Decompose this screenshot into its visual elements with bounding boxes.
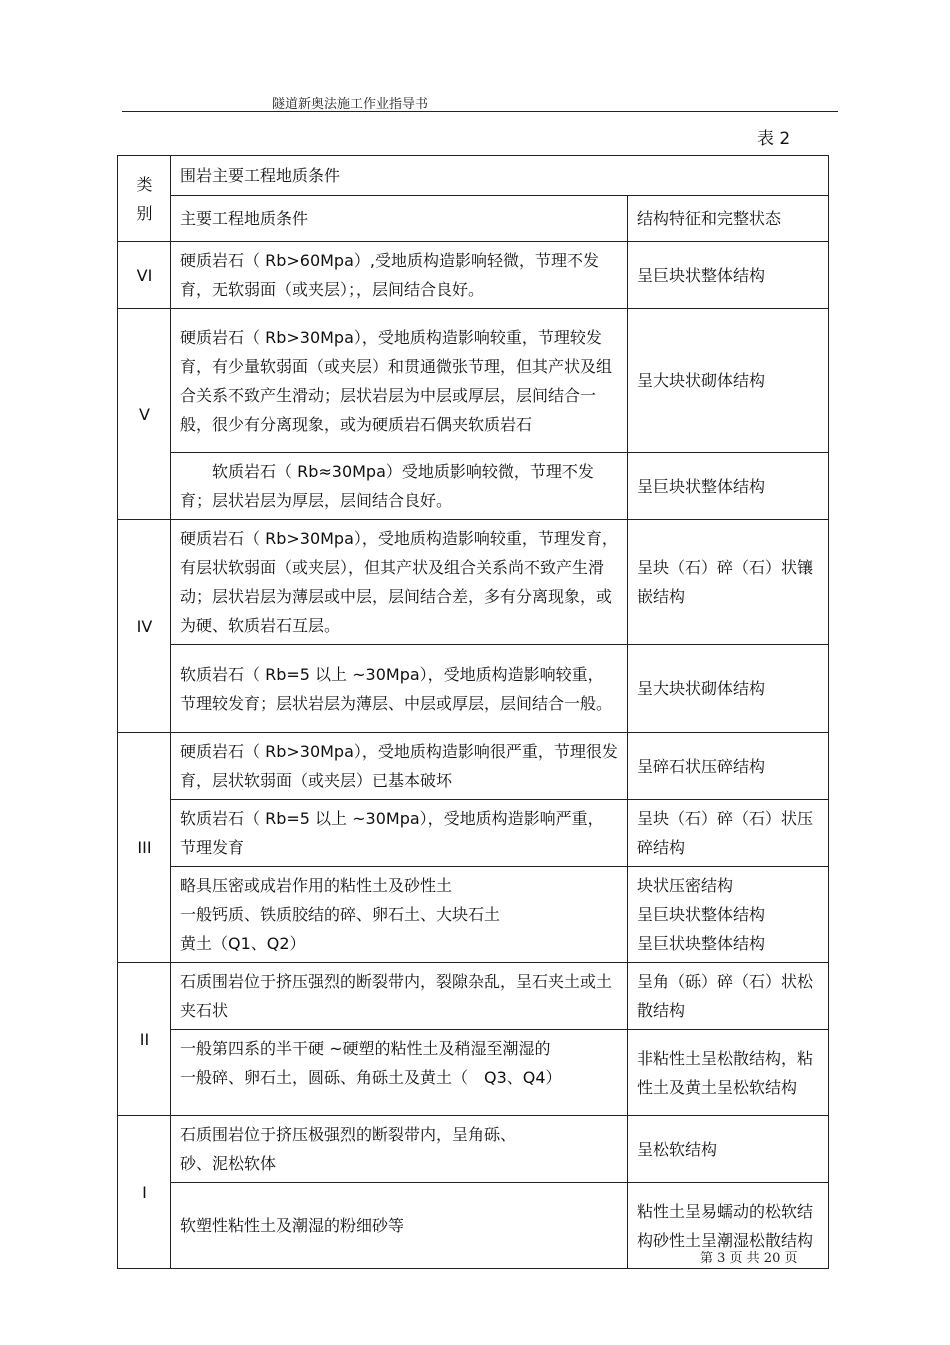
conditions-column-header: 主要工程地质条件 <box>171 196 628 242</box>
structure-cell: 呈碎石状压碎结构 <box>628 733 829 800</box>
conditions-cell: 石质围岩位于挤压极强烈的断裂带内，呈角砾、 砂、泥松软体 <box>171 1116 628 1183</box>
category-cell: II <box>118 963 171 1116</box>
table-row <box>118 800 829 867</box>
structure-cell: 非粘性土呈松散结构，粘性土及黄土呈松软结构 <box>628 1030 829 1116</box>
conditions-cell: 石质围岩位于挤压强烈的断裂带内，裂隙杂乱，呈石夹土或土夹石状 <box>171 963 628 1030</box>
structure-cell: 呈角（砾）碎（石）状松散结构 <box>628 963 829 1030</box>
structure-cell: 呈块（石）碎（石）状压碎结构 <box>628 800 829 867</box>
category-cell: V <box>118 309 171 520</box>
structure-cell: 呈大块状砌体结构 <box>628 645 829 733</box>
conditions-cell: 硬质岩石（ Rb>30Mpa），受地质构造影响较重，节理发育，有层状软弱面（或夹层），但其产状及组合关系尚不致产生滑动；层状岩层为薄层或中层，层间结合差，多有分离现象，或为硬、软质岩石互层。 <box>171 520 628 645</box>
table-row <box>118 963 829 1030</box>
category-cell: III <box>118 733 171 963</box>
header-rule <box>122 111 838 112</box>
rock-classification-table <box>117 155 829 1269</box>
category-cell: VI <box>118 242 171 309</box>
conditions-cell: 硬质岩石（ Rb>30Mpa），受地质构造影响很严重，节理很发育，层状软弱面（或夹层）已基本破坏 <box>171 733 628 800</box>
conditions-cell: 软塑性粘性土及潮湿的粉细砂等 <box>171 1183 628 1269</box>
category-cell: IV <box>118 520 171 733</box>
table-row <box>118 1030 829 1116</box>
table-number: 表 2 <box>757 129 791 149</box>
structure-cell: 呈块（石）碎（石）状镶嵌结构 <box>628 520 829 645</box>
table-row <box>118 733 829 800</box>
structure-cell: 呈大块状砌体结构 <box>628 309 829 453</box>
table-row <box>118 867 829 963</box>
document-title: 隧道新奥法施工作业指导书 <box>272 97 429 112</box>
structure-cell: 呈松软结构 <box>628 1116 829 1183</box>
conditions-cell: 硬质岩石（ Rb>30Mpa），受地质构造影响较重，节理较发育，有少量软弱面（或夹层）和贯通微张节理，但其产状及组合关系不致产生滑动；层状岩层为中层或厚层，层间结合一般，很少有分离现象，或为硬质岩石偶夹软质岩石 <box>171 309 628 453</box>
structure-column-header: 结构特征和完整状态 <box>628 196 829 242</box>
table-row <box>118 645 829 733</box>
structure-cell: 块状压密结构 呈巨块状整体结构 呈巨状块整体结构 <box>628 867 829 963</box>
structure-cell: 呈巨块状整体结构 <box>628 453 829 520</box>
category-header: 类 别 <box>118 156 171 242</box>
conditions-cell: 硬质岩石（ Rb>60Mpa）,受地质构造影响轻微，节理不发育，无软弱面（或夹层）；，层间结合良好。 <box>171 242 628 309</box>
structure-cell: 粘性土呈易蠕动的松软结构砂性土呈潮湿松散结构 <box>628 1183 829 1269</box>
conditions-cell: 软质岩石（ Rb=5 以上 ~30Mpa），受地质构造影响严重，节理发育 <box>171 800 628 867</box>
page-number: 第 3 页 共 20 页 <box>700 1251 798 1266</box>
table-row <box>118 309 829 453</box>
conditions-cell: 软质岩石（ Rb=5 以上 ~30Mpa），受地质构造影响较重，节理较发育；层状岩层为薄层、中层或厚层，层间结合一般。 <box>171 645 628 733</box>
table-row <box>118 520 829 645</box>
category-cell: I <box>118 1116 171 1269</box>
conditions-cell: 软质岩石（ Rb≈30Mpa）受地质影响较微，节理不发育；层状岩层为厚层，层间结合良好。 <box>171 453 628 520</box>
structure-cell: 呈巨块状整体结构 <box>628 242 829 309</box>
conditions-cell: 略具压密或成岩作用的粘性土及砂性土 一般钙质、铁质胶结的碎、卵石土、大块石土 黄土（Q1、Q2） <box>171 867 628 963</box>
conditions-cell: 一般第四系的半干硬 ~硬塑的粘性土及稍湿至潮湿的 一般碎、卵石土，圆砾、角砾土及黄土（ Q3、Q4） <box>171 1030 628 1116</box>
group-title: 围岩主要工程地质条件 <box>171 156 829 196</box>
table-row <box>118 1116 829 1183</box>
table-row <box>118 453 829 520</box>
table-row <box>118 242 829 309</box>
